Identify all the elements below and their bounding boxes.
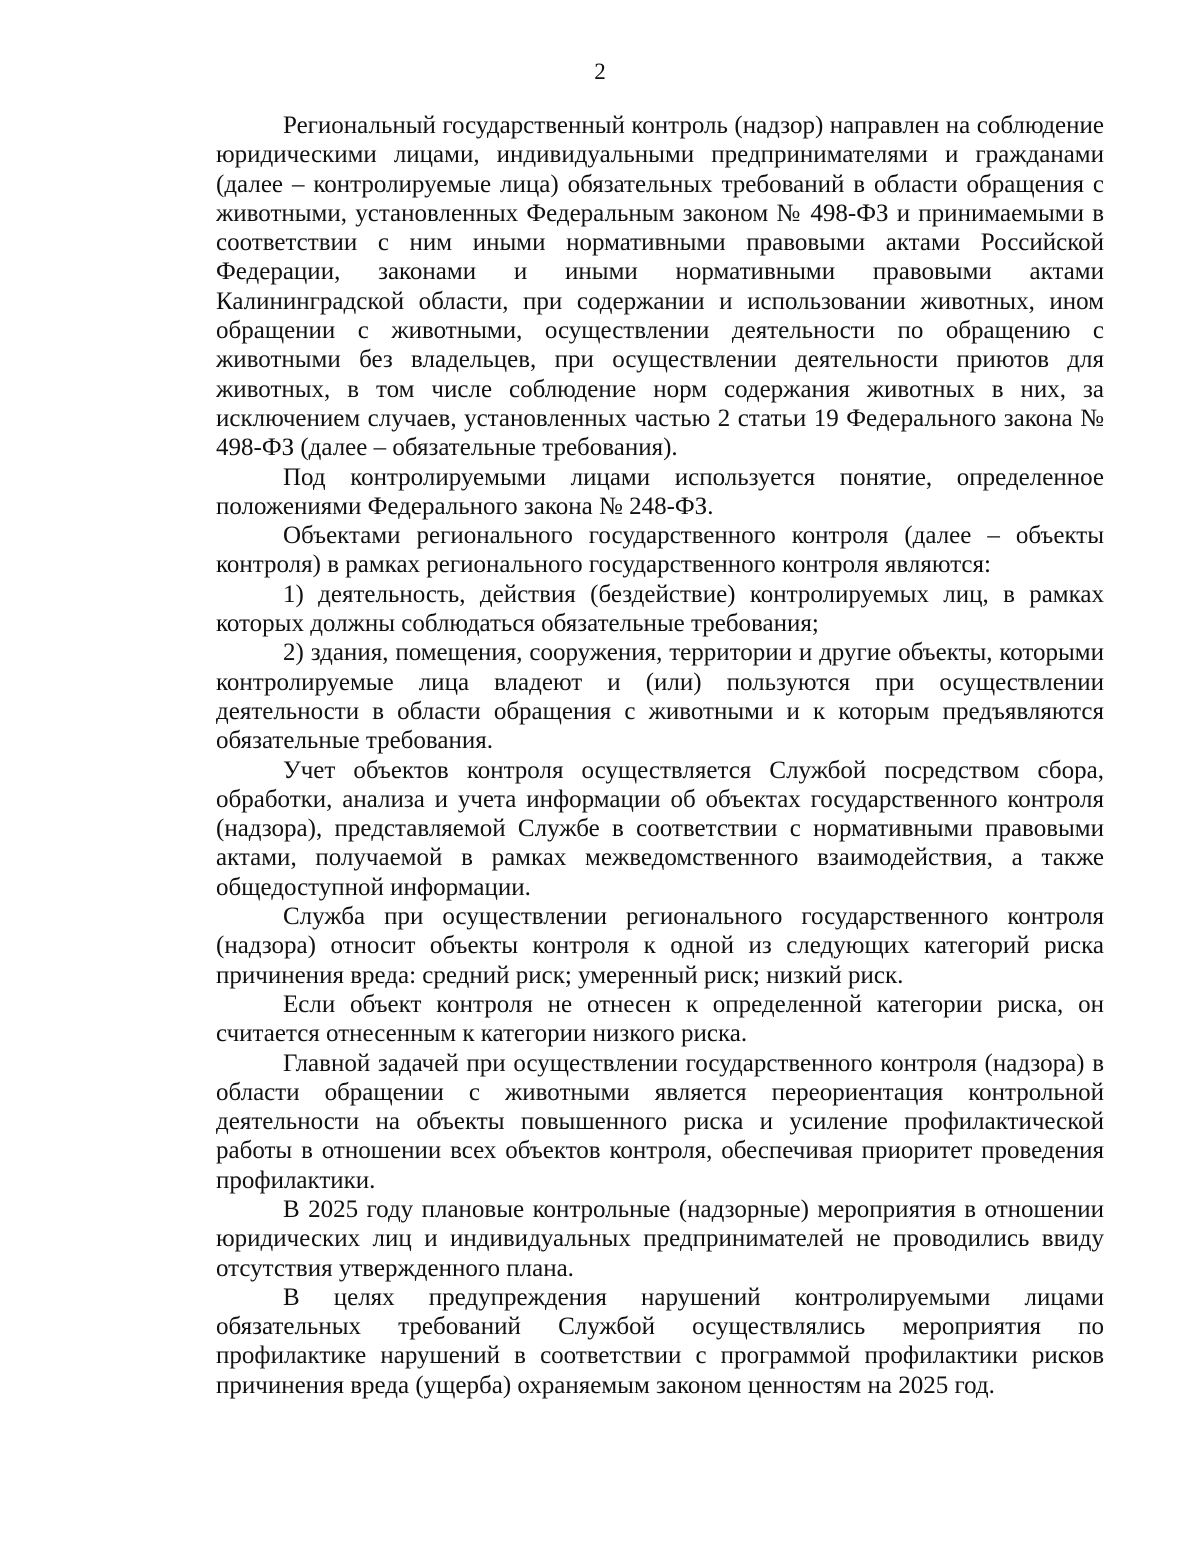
paragraph-default-risk: Если объект контроля не отнесен к определенной категории риска, он считается отнесенным к категории низкого риска. [216, 990, 1104, 1048]
paragraph-risk-categories: Служба при осуществлении регионального государственного контроля (надзора) относит объекты контроля к одной из следующих категорий риска причинения вреда: средний риск; умеренный риск; низкий риск. [216, 903, 1104, 989]
paragraph-planned-inspections: В 2025 году плановые контрольные (надзорные) мероприятия в отношении юридических лиц и индивидуальных предпринимателей не проводились ввиду отсутствия утвержденного плана. [216, 1195, 1104, 1282]
list-item-buildings: 2) здания, помещения, сооружения, территории и другие объекты, которыми контролируемые лица владеют и (или) пользуются при осуществлении деятельности в области обращения с животными и к которым предъявляются обязательные требования. [216, 639, 1104, 755]
paragraph-main-task: Главной задачей при осуществлении государственного контроля (надзора) в области обращении с животными является переориентация контрольной деятельности на объекты повышенного риска и усиление профилактической работы в отношении всех объектов контроля, обеспечивая приоритет проведения профилактики. [216, 1049, 1104, 1194]
paragraph-objects-accounting: Учет объектов контроля осуществляется Службой посредством сбора, обработки, анализа и учета информации об объектах государственного контроля (надзора), представляемой Службе в соответствии с нормативными правовыми актами, получаемой в рамках межведомственного взаимодействия, а также общедоступной информации. [216, 756, 1104, 901]
paragraph-prevention: В целях предупреждения нарушений контролируемыми лицами обязательных требований Службой осуществлялись мероприятия по профилактике нарушений в соответствии с программой профилактики рисков причинения вреда (ущерба) охраняемым законом ценностям на 2025 год. [216, 1283, 1104, 1399]
document-body [216, 111, 1104, 1400]
paragraph-controlled-persons: Под контролируемыми лицами используется понятие, определенное положениями Федерального закона № 248-ФЗ. [216, 463, 1104, 520]
paragraph-control-scope: Региональный государственный контроль (надзор) направлен на соблюдение юридическими лицами, индивидуальными предпринимателями и гражданами (далее – контролируемые лица) обязательных требований в области обращения с животными, установленных Федеральным законом № 498-ФЗ и принимаемыми в соответствии с ним иными нормативными правовыми актами Российской Федерации, законами и иными нормативными правовыми актами Калининградской области, при содержании и использовании животных, ином обращении с животными, осуществлении деятельности по обращению с животными без владельцев, при осуществлении деятельности приютов для животных, в том числе соблюдение норм содержания животных в них, за исключением случаев, установленных частью 2 статьи 19 Федерального закона № 498-ФЗ (далее – обязательные требования). [216, 112, 1104, 462]
page-number: 2 [594, 59, 606, 84]
paragraph-control-objects: Объектами регионального государственного контроля (далее – объекты контроля) в рамках регионального государственного контроля являются: [216, 522, 1104, 579]
list-item-activities: 1) деятельность, действия (бездействие) контролируемых лиц, в рамках которых должны соблюдаться обязательные требования; [216, 580, 1104, 638]
